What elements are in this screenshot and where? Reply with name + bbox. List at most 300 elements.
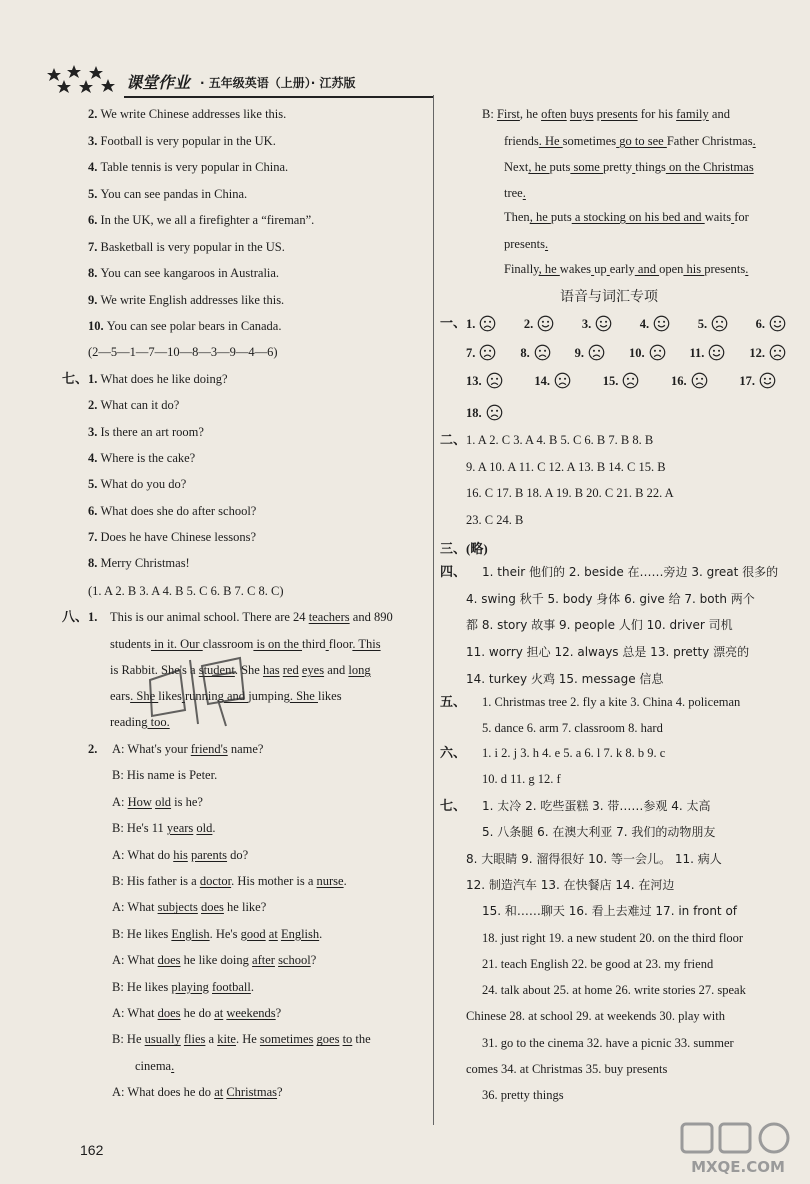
sad-face-icon [649,344,666,361]
question-line [88,450,195,466]
text-segment: A: [112,794,128,809]
text-segment: A: What [112,900,158,915]
underlined-answer: . [522,186,526,200]
underlined-answer: parents [190,847,228,862]
underlined-answer: playing [171,979,209,994]
line-text [110,609,393,625]
underlined-answer: years [166,821,194,836]
underlined-answer: nurse [316,874,344,888]
question-line [88,371,228,387]
dialogue-line [135,1058,174,1074]
answer-row: 23. C 24. B [466,512,524,527]
dialogue-line [112,1031,422,1047]
underlined-answer: does [157,1006,181,1020]
text-segment: wakes [559,262,592,276]
underlined-answer: at [214,1006,224,1020]
underlined-answer: on the Christmas [665,160,754,174]
question-line [88,397,179,413]
underlined-answer: too. [147,715,170,729]
section-label: 七、 [440,798,467,813]
item-number: 2. [523,317,534,331]
item-text: Merry Christmas! [100,556,190,571]
face-item [640,315,670,332]
text-segment: ? [275,1006,282,1020]
face-row [466,404,526,421]
item-number: 6. [755,317,765,331]
underlined-answer: subjects [157,900,198,915]
item-number: 2. [88,107,101,121]
underlined-answer: at [268,926,278,941]
text-segment: tree [504,186,523,200]
underlined-answer: his [173,847,188,862]
answer-line [88,292,284,308]
text-segment: friends [504,134,539,148]
text-segment: jumping [248,689,290,703]
item-number: 4. [639,317,650,331]
underlined-answer: and [634,262,660,276]
book-title: 课堂作业 [126,73,191,92]
item-number: 8. [88,266,101,280]
face-item [739,372,776,389]
underlined-answer: kite [217,1032,236,1047]
text-segment: likes [317,689,342,703]
item-number: 1. [88,372,101,386]
item-number: 9. [574,346,584,360]
answer-row: 5. dance 6. arm 7. classroom 8. hard [482,721,663,735]
phrase-row: 12. 制造汽车 13. 在快餐店 14. 在河边 [466,877,675,892]
item-text: What do you do? [100,477,187,492]
underlined-answer: long [348,663,371,677]
answer-row: 9. A 10. A 11. C 12. A 13. B 14. C 15. B [466,459,666,474]
answer-line [504,159,790,175]
item-number: 8. [520,346,530,360]
answer-line [88,133,276,149]
line-text [112,927,322,941]
item-number: 3. [88,424,101,439]
item-text: You can see pandas in China. [100,186,248,201]
face-row [466,372,776,389]
underlined-answer: doctor [199,874,232,888]
text-segment: . He's [209,926,241,941]
dialogue-line [112,899,266,915]
underlined-answer: a stocking on his bed and [571,210,705,224]
smiley-face-icon [708,344,725,361]
text-segment: the [352,1032,371,1047]
answer-line [504,185,526,201]
smiley-face-icon [653,315,670,332]
text-segment: do? [227,847,249,862]
answer-line [504,236,548,252]
dialogue-line [112,926,322,942]
item-number: 7. [466,346,476,360]
underlined-answer: old [155,794,172,809]
face-item [534,372,571,389]
item-number: 3. [88,133,101,148]
text-segment: and [708,107,730,121]
underlined-answer: teachers [308,610,350,624]
underlined-answer: , he [529,210,551,224]
face-item [671,372,708,389]
item-text: What does he like doing? [100,372,228,386]
sad-face-icon [486,372,503,389]
face-item [629,344,666,361]
face-item [749,344,786,361]
underlined-answer: eyes [301,663,325,677]
text-segment: running [184,689,224,703]
line-text [112,795,203,809]
line-text [112,768,217,782]
line-text [504,237,548,251]
answer-row: 1. i 2. j 3. h 4. e 5. a 6. l 7. k 8. b 9. c [482,746,666,760]
text-segment: cinema [135,1058,172,1073]
text-segment: early [609,262,635,276]
answer-line [504,261,748,277]
question-line [88,529,256,545]
underlined-answer: First [496,107,520,121]
item-number: 10. [88,319,107,333]
underlined-answer: has [262,663,280,677]
text-segment: B: He likes [112,979,172,994]
underlined-answer: is on the [253,637,303,651]
item-number: 12. [749,346,765,360]
answer-line [504,209,790,225]
smiley-face-icon [769,315,786,332]
text-segment: students [110,637,151,651]
item-text: Is there an art room? [100,424,204,439]
underlined-answer: , he [528,160,550,174]
line-text [112,1006,281,1020]
text-segment: Finally [504,262,539,276]
item-number: 7. [88,239,101,254]
underlined-answer: presents [596,107,638,121]
underlined-answer: go to see [616,134,667,148]
sad-face-icon [479,344,496,361]
underlined-answer: sometimes [259,1032,314,1047]
underlined-answer: . She [289,689,318,703]
face-item [466,404,503,421]
watermark-text: MXQE.COM [691,1158,785,1176]
text-segment: This is our animal school. There are 24 [110,610,309,624]
underlined-answer: weekends [226,1006,276,1020]
line-text [504,209,749,225]
phrase-row: 18. just right 19. a new student 20. on the third floor [482,930,744,945]
face-row [466,315,786,332]
underlined-answer: often [541,107,567,121]
underlined-answer: . He [538,134,563,148]
text-segment: for his [637,107,677,121]
item-number: 8. [88,556,101,571]
item-number: 11. [689,346,705,360]
item-number: 6. [88,503,101,518]
face-item [466,372,503,389]
vocab-row: 4. swing 秋千 5. body 身体 6. give 给 7. both 两个 [466,591,755,606]
dialogue-line [112,873,347,889]
underlined-answer: usually [144,1032,181,1047]
text-segment: presents [504,237,545,251]
vocab-row: 1. their 他们的 2. beside 在……旁边 3. great 很多的 [482,565,779,579]
underlined-answer: English [280,926,320,941]
item-text: You can see kangaroos in Australia. [100,266,280,280]
phrase-row: 1. 太冷 2. 吃些蛋糕 3. 带……参观 4. 太高 [482,799,711,813]
dialogue-line [112,741,263,757]
answer-row: 10. d 11. g 12. f [482,772,561,786]
line-text [112,821,216,835]
underlined-answer: after [252,953,275,968]
item-text: Basketball is very popular in the US. [100,239,285,254]
watermark-logo-icon [676,1118,800,1158]
item-number: 13. [466,374,482,388]
item-number: 10. [628,346,645,360]
line-text [112,980,254,994]
stars-icon [44,62,122,98]
watermark [676,1118,800,1176]
text-segment: is Rabbit. She's a [110,663,199,677]
item-text: You can see polar bears in Canada. [106,319,282,333]
text-segment: B: He likes [112,926,172,941]
sad-face-icon [769,344,786,361]
text-segment: sometimes [562,134,617,148]
item-text: Table tennis is very popular in China. [100,160,289,174]
text-segment: a [205,1032,218,1047]
text-segment: he do [180,1006,215,1020]
item-text: In the UK, we all a firefighter a “fireman”. [100,213,315,227]
underlined-answer: some [570,160,603,174]
dialogue-line [112,794,203,810]
text-segment: ? [277,1085,283,1100]
text-segment: B: His father is a [112,874,200,888]
underlined-answer: family [676,107,709,121]
underlined-answer: in it. Our [150,637,203,651]
item-text: We write English addresses like this. [100,292,285,307]
underlined-answer: school [278,953,311,968]
section-label: 五、 [440,694,467,709]
text-segment: . [319,926,323,941]
underlined-answer: his [683,262,705,276]
vocab-row: 11. worry 担心 12. always 总是 13. pretty 漂亮的 [466,645,750,660]
underlined-answer: friend's [190,742,228,756]
phrase-row: 5. 八条腿 6. 在澳大利亚 7. 我们的动物朋友 [482,825,716,840]
column-divider [433,95,434,1125]
text-segment: . [212,821,216,836]
underlined-answer: does [157,953,181,968]
line-text [112,1085,283,1099]
text-segment: . [343,874,347,888]
underlined-answer: does [201,900,224,915]
answer-row: 16. C 17. B 18. A 19. B 20. C 21. B 22. A [466,486,674,500]
text-segment: open [659,262,684,276]
answer-line [504,133,756,149]
line-text [135,1059,174,1073]
question-line [88,424,204,440]
answer-row: 1. A 2. C 3. A 4. B 5. C 6. B 7. B 8. B [466,433,654,447]
underlined-answer: and [223,689,249,703]
text-segment: is he? [171,794,203,809]
item-text: Where is the cake? [100,450,196,465]
dialogue-line [112,1084,283,1100]
text-segment: B: [482,107,497,121]
line-text [482,106,730,122]
line-text [504,186,526,200]
underlined-answer: Christmas [226,1085,278,1100]
face-item [466,344,496,361]
underlined-answer: . [752,134,756,148]
answer-line [88,212,314,228]
face-item [698,315,728,332]
item-number: 1. [88,610,98,624]
text-segment: . He [235,1032,260,1047]
section-label: 八、 [62,609,89,624]
underlined-answer: goes [316,1032,340,1047]
section-label: 一、 [440,315,467,330]
vocab-row: 14. turkey 火鸡 15. message 信息 [466,671,664,686]
item-number: 7. [88,529,101,544]
line-text [112,848,248,862]
text-segment: and [324,663,349,677]
text-segment: he like? [223,900,267,915]
face-item [520,344,550,361]
text-segment: , he [519,107,542,121]
answer-line [88,186,247,202]
question-line [88,555,190,571]
answer-line [88,265,279,281]
item-text: What does she do after school? [100,503,257,518]
item-number: 5. [88,186,101,201]
book-subtitle: · 五年级英语（上册）· 江苏版 [200,76,356,90]
answer-line [88,239,285,255]
answer-line [88,318,281,334]
text-segment: up [594,262,607,276]
section-label: 七、 [62,371,89,386]
line-text [112,953,316,967]
underlined-answer: buys [569,107,594,121]
line-text [112,742,263,756]
text-segment: reading [110,715,148,729]
text-segment: Father Christmas [666,134,753,148]
text-segment: he like doing [180,953,253,968]
line-text [504,159,754,175]
item-number: 16. [671,374,687,388]
item-number: 5. [88,477,101,492]
phrase-row: 31. go to the cinema 32. have a picnic 33. summer [482,1035,734,1050]
text-segment: B: He's 11 [112,821,167,836]
question-line [88,476,186,492]
face-item [582,315,612,332]
order-answer: (2—5—1—7—10—8—3—9—4—6) [88,345,278,359]
text-segment: and 890 [349,610,393,624]
item-number: 14. [534,374,550,388]
dialogue-line [112,952,316,968]
face-item [603,372,640,389]
text-segment: A: What [112,1006,158,1020]
sad-face-icon [534,344,551,361]
text-segment: . She [234,663,263,677]
item-number: 4. [88,160,101,174]
face-item [756,315,786,332]
section-label: 二、 [440,432,467,447]
underlined-answer: at [214,1085,224,1100]
underlined-answer: . [171,1058,175,1073]
underlined-answer: to [342,1032,353,1047]
underlined-answer: student [198,663,235,677]
dialogue-line [112,820,216,836]
page-header [44,60,394,104]
item-text: We write Chinese addresses like this. [100,107,287,121]
sad-face-icon [622,372,639,389]
phrase-row: 8. 大眼睛 9. 溜得很好 10. 等一会儿。 11. 病人 [466,851,722,866]
text-segment: floor [328,637,353,651]
underlined-answer: good [240,926,266,941]
section-label: 四、 [440,564,467,579]
section-label: 三、(略) [440,541,488,556]
vocab-section-title: 语音与词汇专项 [560,289,658,305]
text-segment: presents [704,262,746,276]
passage-line [110,609,420,625]
sad-face-icon [554,372,571,389]
smiley-face-icon [759,372,776,389]
phrase-row: comes 34. at Christmas 35. buy presents [466,1062,668,1076]
dialogue-line [112,847,248,863]
answer-line [88,159,288,175]
text-segment: A: What's your [112,742,191,756]
underlined-answer: How [127,794,152,809]
dialogue-line [112,979,254,995]
underlined-answer: . [745,262,749,276]
smiley-face-icon [595,315,612,332]
text-segment: puts [550,210,572,224]
text-segment: classroom [202,637,254,651]
text-segment: B: He [112,1032,145,1047]
text-segment: Then [504,210,530,224]
phrase-row: 21. teach English 22. be good at 23. my friend [482,956,714,971]
choice-answers: (1. A 2. B 3. A 4. B 5. C 6. B 7. C 8. C) [88,584,284,598]
underlined-answer: football [212,979,251,994]
item-text: What can it do? [100,398,180,413]
face-row [466,344,786,361]
dialogue-line [112,767,217,783]
sad-face-icon [479,315,496,332]
page-number: 162 [80,1142,104,1158]
phrase-row: 15. 和……聊天 16. 看上去难过 17. in front of [482,904,738,919]
text-segment: puts [549,160,571,174]
line-text [112,1031,371,1047]
underlined-answer: , he [538,262,560,276]
item-number: 6. [88,213,101,227]
text-segment: pretty [602,160,633,174]
item-number: 9. [88,292,101,307]
text-segment: Next [504,160,529,174]
stamp-scribble [140,640,260,730]
text-segment: third [302,637,326,651]
smiley-face-icon [537,315,554,332]
section-label: 六、 [440,745,467,760]
phrase-row: 24. talk about 25. at home 26. write stories 27. speak [482,983,746,998]
underlined-answer: English [171,926,210,941]
phrase-row: Chinese 28. at school 29. at weekends 30. play with [466,1009,725,1024]
item-number: 5. [697,317,708,331]
text-segment: . His mother is a [231,874,317,888]
question-line [88,503,256,519]
item-number: 18. [466,406,482,420]
text-segment: for [734,210,749,224]
sad-face-icon [711,315,728,332]
text-segment: waits [704,210,732,224]
sad-face-icon [691,372,708,389]
item-text: Football is very popular in the UK. [100,133,276,148]
underlined-answer: red [282,663,299,677]
text-segment: A: What [112,953,158,968]
sad-face-icon [588,344,605,361]
item-number: 2. [88,742,98,756]
